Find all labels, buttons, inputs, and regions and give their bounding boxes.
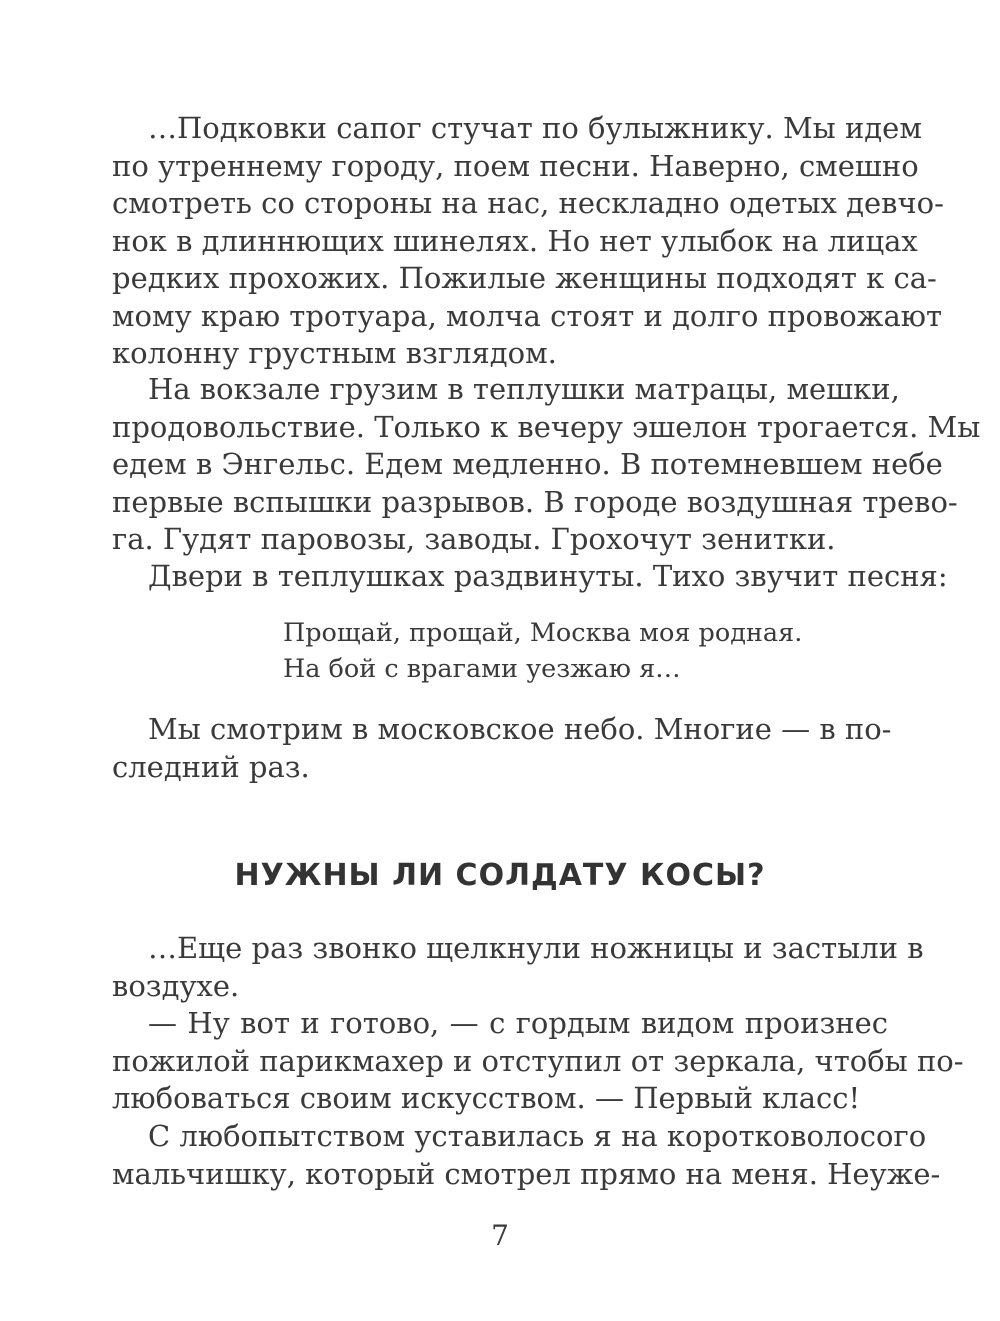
paragraph-line: редких прохожих. Пожилые женщины подходят к са-	[112, 261, 937, 295]
paragraph-line: колонну грустным взглядом.	[112, 336, 557, 370]
paragraph-4	[112, 711, 892, 786]
paragraph-line: воздухе.	[112, 968, 240, 1003]
paragraph-line: любоваться своим искусством. — Первый класс!	[112, 1081, 861, 1115]
paragraph-line: — Ну вот и готово, — с гордым видом произнес	[148, 1006, 888, 1040]
paragraph-line: следний раз.	[112, 749, 310, 784]
paragraph-line: по утреннему городу, поем песни. Наверно, смешно	[112, 148, 919, 183]
paragraph-line: …Еще раз звонко щелкнули ножницы и застыли в	[148, 931, 924, 965]
paragraph-line: пожилой парикмахер и отступил от зеркала, чтобы по-	[112, 1043, 964, 1078]
paragraph-line: На вокзале грузим в теплушки матрацы, мешки,	[148, 372, 900, 406]
song-verse	[283, 615, 802, 687]
paragraph-line: мальчишку, который смотрел прямо на меня. Неуже-	[112, 1156, 941, 1191]
paragraph-1	[112, 110, 944, 373]
paragraph-line: …Подковки сапог стучат по булыжнику. Мы идем	[148, 111, 922, 145]
paragraph-5	[112, 930, 924, 1005]
paragraph-line: га. Гудят паровозы, заводы. Грохочут зенитки.	[112, 522, 836, 556]
paragraph-2	[112, 371, 981, 559]
paragraph-line: нок в длиннющих шинелях. Но нет улыбок на лицах	[112, 223, 918, 258]
paragraph-6	[112, 1005, 964, 1118]
paragraph-line: продовольствие. Только к вечеру эшелон трогается. Мы	[112, 409, 981, 444]
paragraph-line: Двери в теплушках раздвинуты. Тихо звучит песня:	[148, 559, 948, 593]
paragraph-line: Мы смотрим в московское небо. Многие — в по-	[148, 712, 892, 746]
verse-line: Прощай, прощай, Москва моя родная.	[283, 618, 803, 648]
verse-line: На бой с врагами уезжаю я…	[283, 654, 681, 684]
paragraph-line: первые вспышки разрывов. В городе воздушная трево-	[112, 484, 958, 519]
paragraph-7	[112, 1118, 941, 1193]
chapter-heading: НУЖНЫ ЛИ СОЛДАТУ КОСЫ?	[234, 858, 766, 893]
paragraph-line: едем в Энгельс. Едем медленно. В потемневшем небе	[112, 447, 943, 481]
paragraph-line: С любопытством уставилась я на коротковолосого	[148, 1119, 927, 1153]
paragraph-line: смотреть со стороны на нас, нескладно одетых девчо-	[112, 186, 944, 220]
page-number: 7	[491, 1219, 509, 1252]
paragraph-3	[112, 558, 948, 596]
paragraph-line: мому краю тротуара, молча стоят и долго провожают	[112, 298, 943, 333]
